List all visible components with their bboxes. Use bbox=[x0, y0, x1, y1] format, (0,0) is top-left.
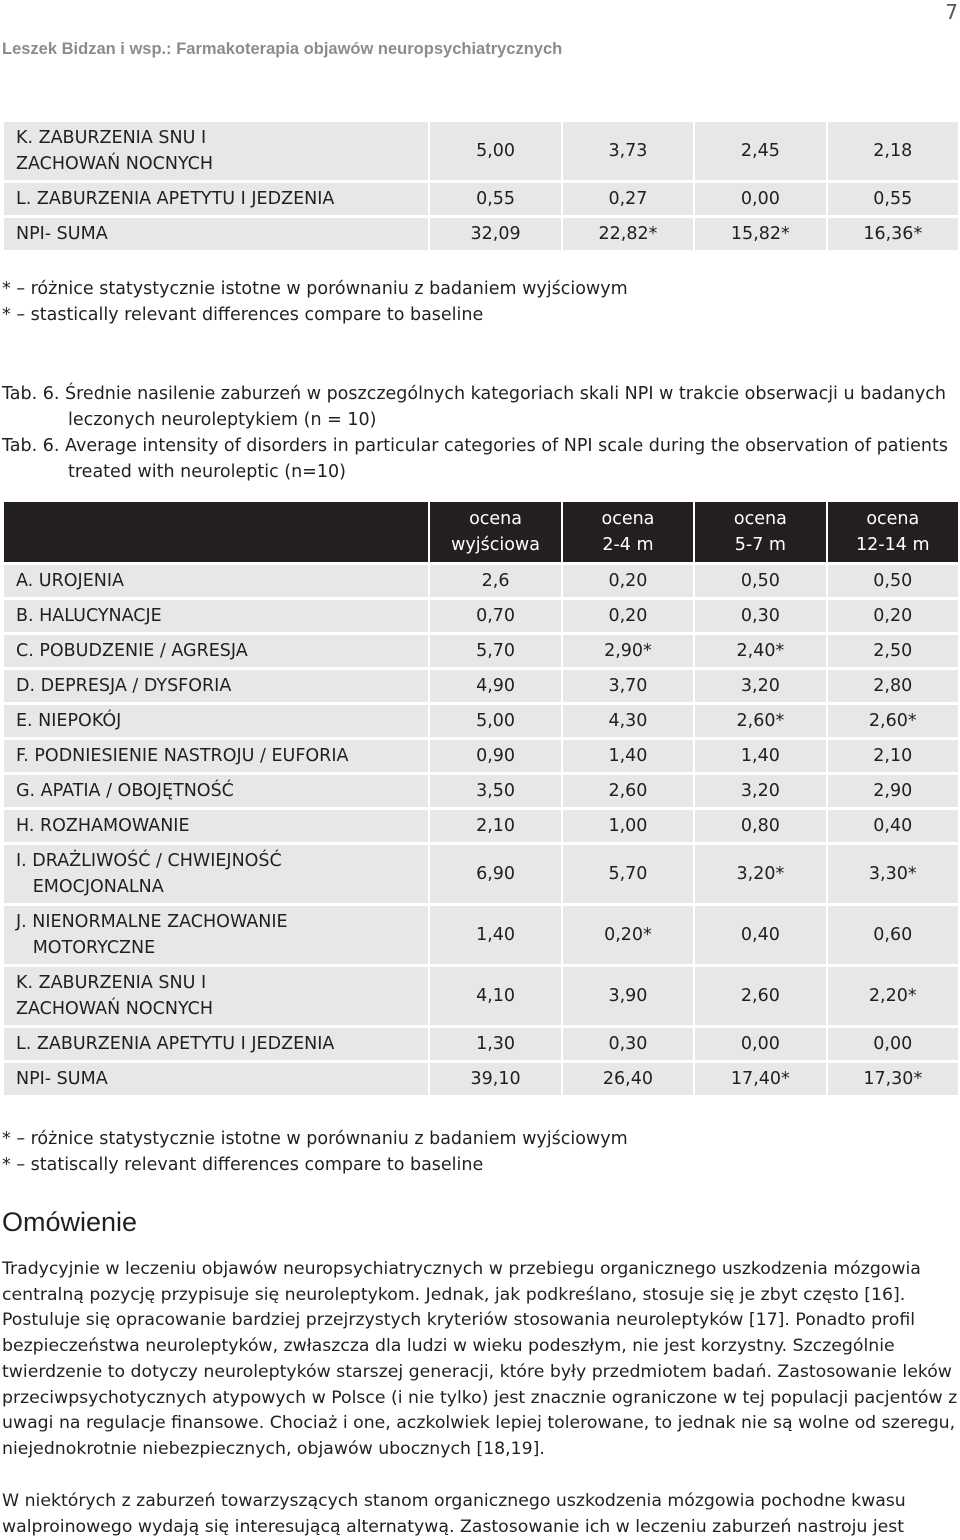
table2-notes bbox=[2, 1126, 628, 1178]
table-cell: 0,20* bbox=[563, 906, 693, 964]
table-cell: 0,00 bbox=[828, 1028, 958, 1060]
row-label: NPI- SUMA bbox=[4, 1063, 428, 1095]
table-cell: 3,70 bbox=[563, 670, 693, 702]
table-row bbox=[4, 906, 958, 964]
table1-note-en: * – stastically relevant differences compare to baseline bbox=[2, 305, 484, 325]
table-cell: 2,6 bbox=[430, 565, 560, 597]
column-header: ocena 12-14 m bbox=[828, 502, 958, 562]
table-cell: 17,40* bbox=[695, 1063, 825, 1095]
column-header: ocena 2-4 m bbox=[563, 502, 693, 562]
table-cell: 0,55 bbox=[828, 183, 958, 215]
table-row bbox=[4, 810, 958, 842]
table-cell: 1,00 bbox=[563, 810, 693, 842]
table-cell: 0,50 bbox=[695, 565, 825, 597]
table-cell: 4,90 bbox=[430, 670, 560, 702]
table-row bbox=[4, 183, 958, 215]
table1-note-pl: * – różnice statystycznie istotne w porównaniu z badaniem wyjściowym bbox=[2, 279, 628, 299]
table-cell: 22,82* bbox=[563, 218, 693, 250]
table-caption bbox=[2, 381, 960, 485]
table-cell: 3,20 bbox=[695, 775, 825, 807]
table-cell: 26,40 bbox=[563, 1063, 693, 1095]
table-cell: 1,40 bbox=[430, 906, 560, 964]
row-label: B. HALUCYNACJE bbox=[4, 600, 428, 632]
table-cell: 17,30* bbox=[828, 1063, 958, 1095]
section-title: Omówienie bbox=[2, 1207, 138, 1237]
table-cell: 3,90 bbox=[563, 967, 693, 1025]
table-cell: 2,50 bbox=[828, 635, 958, 667]
table-cell: 2,10 bbox=[828, 740, 958, 772]
running-head: Leszek Bidzan i wsp.: Farmakoterapia objawów neuropsychiatrycznych bbox=[2, 40, 563, 58]
table-cell: 5,00 bbox=[430, 705, 560, 737]
table-cell: 0,20 bbox=[563, 600, 693, 632]
table-cell: 3,50 bbox=[430, 775, 560, 807]
row-label: D. DEPRESJA / DYSFORIA bbox=[4, 670, 428, 702]
table-cell: 39,10 bbox=[430, 1063, 560, 1095]
row-label: J. NIENORMALNE ZACHOWANIE MOTORYCZNE bbox=[4, 906, 428, 964]
table-cell: 0,70 bbox=[430, 600, 560, 632]
npi-table-continued bbox=[2, 119, 960, 253]
table-cell: 1,40 bbox=[563, 740, 693, 772]
caption-pl: Tab. 6. Średnie nasilenie zaburzeń w poszczególnych kategoriach skali NPI w trakcie obserwacji u badanych leczonych neuroleptykiem (n = 10) bbox=[2, 384, 946, 430]
caption-en: Tab. 6. Average intensity of disorders in particular categories of NPI scale during the observation of patients treated with neuroleptic (n=10) bbox=[2, 436, 948, 482]
table-cell: 4,10 bbox=[430, 967, 560, 1025]
table-cell: 0,20 bbox=[563, 565, 693, 597]
page-number: 7 bbox=[945, 0, 958, 24]
table-cell: 15,82* bbox=[695, 218, 825, 250]
table-row bbox=[4, 1028, 958, 1060]
table-cell: 2,18 bbox=[828, 122, 958, 180]
row-label: A. UROJENIA bbox=[4, 565, 428, 597]
table-row bbox=[4, 845, 958, 903]
npi-table bbox=[2, 499, 960, 1098]
row-label: L. ZABURZENIA APETYTU I JEDZENIA bbox=[4, 183, 428, 215]
table-row bbox=[4, 967, 958, 1025]
table-cell: 0,00 bbox=[695, 183, 825, 215]
table-row bbox=[4, 775, 958, 807]
row-label: K. ZABURZENIA SNU I ZACHOWAŃ NOCNYCH bbox=[4, 967, 428, 1025]
body-paragraph-1: Tradycyjnie w leczeniu objawów neuropsychiatrycznych w przebiegu organicznego uszkodzenia mózgowia centralną pozycję przypisuje się neuroleptykom. Jednak, jak podkreślano, stosuje się je zbyt często [16]. Postuluje się opracowanie bardziej przejrzystych kryteriów stosowania neuroleptyków [17]. Ponadto profil bezpieczeństwa neuroleptyków, zwłaszcza dla ludzi w wieku podeszłym, nie jest korzystny. Szczególnie twierdzenie to dotyczy neuroleptyków starszej generacji, które były przedmiotem badań. Zastosowanie leków przeciwpsychotycznych atypowych w Polsce (i nie tylko) jest znacznie ograniczone w tej populacji pacjentów z uwagi na regulacje finansowe. Chociaż i one, aczkolwiek lepiej tolerowane, to jednak nie są wolne od szeregu, niejednokrotnie niebezpiecznych, objawów ubocznych [18,19]. bbox=[2, 1259, 958, 1459]
table-cell: 5,00 bbox=[430, 122, 560, 180]
table-cell: 1,30 bbox=[430, 1028, 560, 1060]
row-label: H. ROZHAMOWANIE bbox=[4, 810, 428, 842]
table-row bbox=[4, 670, 958, 702]
table-row bbox=[4, 218, 958, 250]
table-cell: 2,90 bbox=[828, 775, 958, 807]
table-cell: 0,40 bbox=[828, 810, 958, 842]
table-row bbox=[4, 600, 958, 632]
row-label: NPI- SUMA bbox=[4, 218, 428, 250]
table-cell: 4,30 bbox=[563, 705, 693, 737]
table-cell: 0,55 bbox=[430, 183, 560, 215]
table-cell: 32,09 bbox=[430, 218, 560, 250]
header-label-cell bbox=[4, 502, 428, 562]
table-cell: 2,40* bbox=[695, 635, 825, 667]
table2-note-en: * – statiscally relevant differences compare to baseline bbox=[2, 1155, 484, 1175]
row-label: C. POBUDZENIE / AGRESJA bbox=[4, 635, 428, 667]
table-cell: 2,60 bbox=[563, 775, 693, 807]
table-cell: 16,36* bbox=[828, 218, 958, 250]
table-header-row bbox=[4, 502, 958, 562]
body-paragraph-2: W niektórych z zaburzeń towarzyszących stanom organicznego uszkodzenia mózgowia pochodne kwasu walproinowego wydają się interesującą alternatywą. Zastosowanie ich w leczeniu zaburzeń nastroju jest bbox=[2, 1491, 906, 1537]
table-cell: 0,30 bbox=[695, 600, 825, 632]
table-cell: 2,90* bbox=[563, 635, 693, 667]
table-row bbox=[4, 740, 958, 772]
table-cell: 0,27 bbox=[563, 183, 693, 215]
table-cell: 0,60 bbox=[828, 906, 958, 964]
table-cell: 0,30 bbox=[563, 1028, 693, 1060]
table1-notes bbox=[2, 276, 628, 328]
table-cell: 5,70 bbox=[563, 845, 693, 903]
row-label: F. PODNIESIENIE NASTROJU / EUFORIA bbox=[4, 740, 428, 772]
table-row bbox=[4, 705, 958, 737]
column-header: ocena 5-7 m bbox=[695, 502, 825, 562]
table-cell: 2,60* bbox=[695, 705, 825, 737]
table-row bbox=[4, 565, 958, 597]
table-cell: 3,20* bbox=[695, 845, 825, 903]
table-cell: 2,20* bbox=[828, 967, 958, 1025]
table-cell: 6,90 bbox=[430, 845, 560, 903]
table2-note-pl: * – różnice statystycznie istotne w porównaniu z badaniem wyjściowym bbox=[2, 1129, 628, 1149]
table-cell: 0,50 bbox=[828, 565, 958, 597]
table-row bbox=[4, 1063, 958, 1095]
row-label: K. ZABURZENIA SNU I ZACHOWAŃ NOCNYCH bbox=[4, 122, 428, 180]
row-label: E. NIEPOKÓJ bbox=[4, 705, 428, 737]
row-label: L. ZABURZENIA APETYTU I JEDZENIA bbox=[4, 1028, 428, 1060]
table-cell: 2,45 bbox=[695, 122, 825, 180]
table-cell: 2,60 bbox=[695, 967, 825, 1025]
table-cell: 2,60* bbox=[828, 705, 958, 737]
table-cell: 0,90 bbox=[430, 740, 560, 772]
table-cell: 3,73 bbox=[563, 122, 693, 180]
table-cell: 3,20 bbox=[695, 670, 825, 702]
table-row bbox=[4, 635, 958, 667]
table-row bbox=[4, 122, 958, 180]
row-label: I. DRAŻLIWOŚĆ / CHWIEJNOŚĆ EMOCJONALNA bbox=[4, 845, 428, 903]
table-cell: 3,30* bbox=[828, 845, 958, 903]
table-cell: 2,10 bbox=[430, 810, 560, 842]
table-cell: 0,00 bbox=[695, 1028, 825, 1060]
table-cell: 0,80 bbox=[695, 810, 825, 842]
row-label: G. APATIA / OBOJĘTNOŚĆ bbox=[4, 775, 428, 807]
table-cell: 1,40 bbox=[695, 740, 825, 772]
table-cell: 5,70 bbox=[430, 635, 560, 667]
column-header: ocena wyjściowa bbox=[430, 502, 560, 562]
table-cell: 0,40 bbox=[695, 906, 825, 964]
table-cell: 0,20 bbox=[828, 600, 958, 632]
table-cell: 2,80 bbox=[828, 670, 958, 702]
